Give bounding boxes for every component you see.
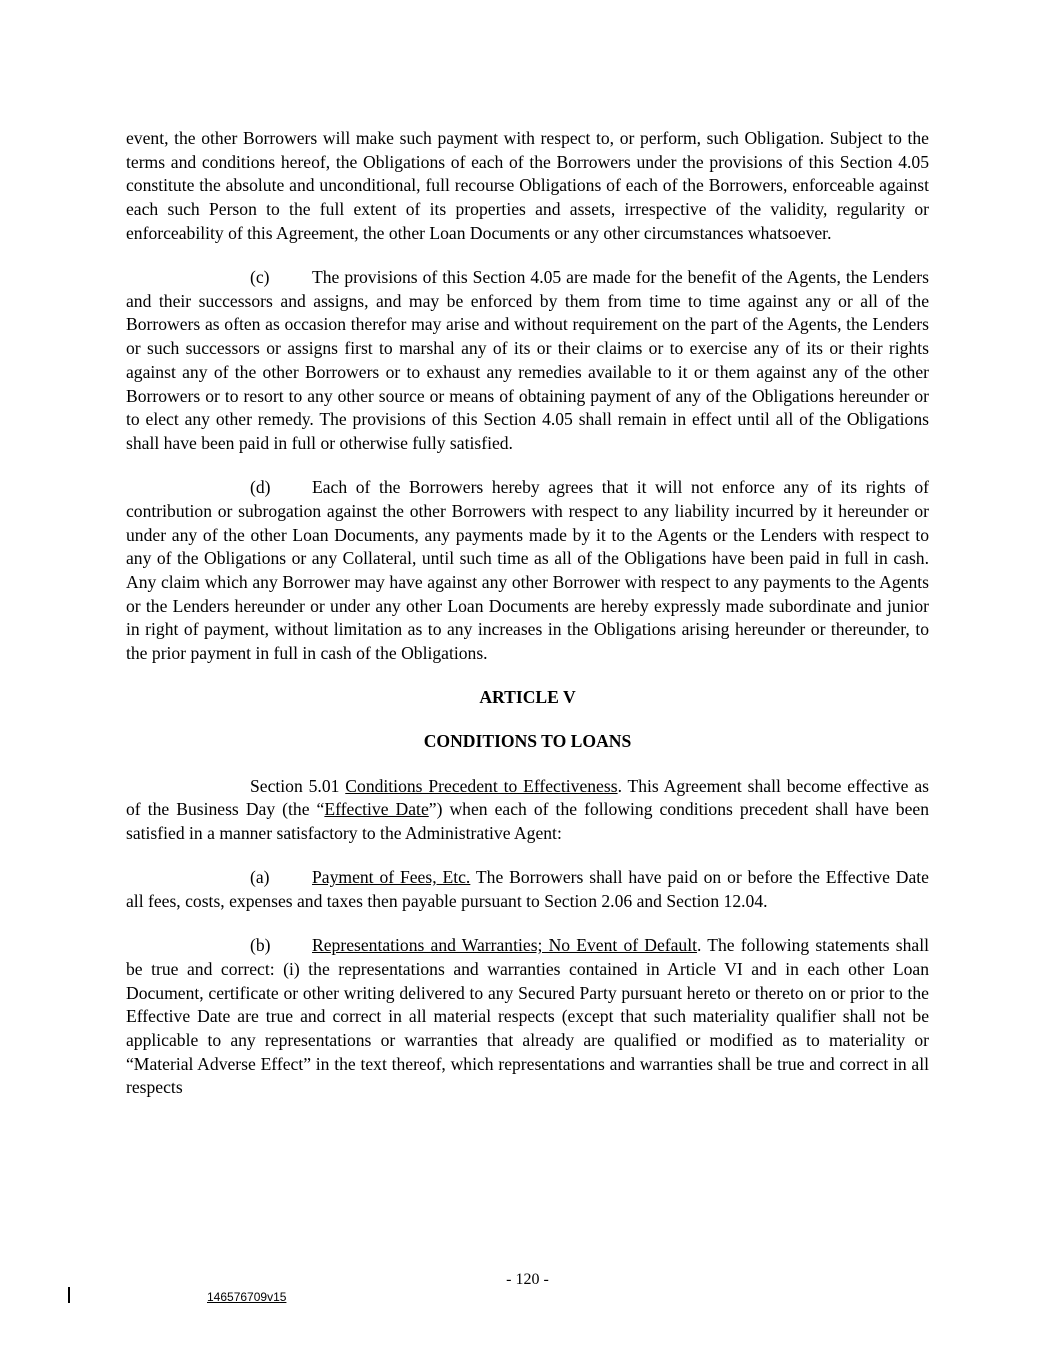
paragraph-d	[126, 476, 929, 666]
paragraph-d-marker: (d)	[250, 477, 271, 498]
paragraph-a	[126, 866, 929, 913]
document-page	[126, 127, 929, 1100]
paragraph-b	[126, 934, 929, 1100]
section-text-1: . This Agreement shall become effective as of the Business Day (the “	[126, 775, 929, 820]
article-heading: ARTICLE V	[479, 687, 576, 708]
paragraph-b-title: Representations and Warranties; No Event of Default	[312, 935, 698, 956]
article-title: CONDITIONS TO LOANS	[423, 731, 632, 752]
paragraph-intro: event, the other Borrowers will make such payment with respect to, or perform, such Obligation. Subject to the terms and conditions hereof, the Obligations of each of the Borrowers under the provisions of this Section 4.05 constitute the absolute and unconditional, full recourse Obligations of each of the Borrowers, enforceable against each such Person to the full extent of its properties and assets, irrespective of the validity, regularity or enforceability of this Agreement, the other Loan Documents or any other circumstances whatsoever.	[126, 128, 929, 243]
paragraph-a-marker: (a)	[250, 867, 270, 888]
defined-term-effective-date: Effective Date	[324, 799, 429, 820]
section-5-01	[126, 775, 929, 846]
section-number: Section 5.01	[250, 775, 340, 796]
paragraph-a-title: Payment of Fees, Etc.	[312, 867, 471, 888]
section-text-2: ”) when each of the following conditions precedent shall have been satisfied in a manner satisfactory to the Administrative Agent:	[126, 799, 929, 844]
paragraph-c-marker: (c)	[250, 267, 270, 288]
page-number: - 120 -	[506, 1271, 549, 1288]
paragraph-b-text: . The following statements shall be true and correct: (i) the representations and warranties contained in Article VI and in each other Loan Document, certificate or other writing delivered to any Secured Party pursuant hereto or thereto on or prior to the Effective Date are true and correct in all material respects (except that such materiality qualifier shall not be applicable to any representations or warranties that already are qualified or modified as to materiality or “Material Adverse Effect” in the text thereof, which representations and warranties shall be true and correct in all respects	[126, 935, 929, 1098]
document-id: 146576709v15	[207, 1290, 287, 1304]
revision-bar	[68, 1287, 70, 1303]
section-title: Conditions Precedent to Effectiveness	[345, 775, 618, 796]
paragraph-d-text: Each of the Borrowers hereby agrees that it will not enforce any of its rights of contribution or subrogation against the other Borrowers with respect to any liability incurred by it hereunder or under any of the other Loan Documents, any payments made by it to the Agents or the Lenders with respect to any of the Obligations or any Collateral, until such time as all of the Obligations have been paid in full in cash. Any claim which any Borrower may have against any other Borrower with respect to any payments to the Agents or the Lenders hereunder or under any other Loan Documents are hereby expressly made subordinate and junior in right of payment, without limitation as to any increases in the Obligations arising hereunder or thereunder, to the prior payment in full in cash of the Obligations.	[126, 477, 929, 664]
paragraph-c	[126, 266, 929, 456]
paragraph-a-text: The Borrowers shall have paid on or before the Effective Date all fees, costs, expenses and taxes then payable pursuant to Section 2.06 and Section 12.04.	[126, 867, 929, 911]
paragraph-c-text: The provisions of this Section 4.05 are made for the benefit of the Agents, the Lenders and their successors and assigns, and may be enforced by them from time to time against any or all of the Borrowers as often as occasion therefor may arise and without requirement on the part of the Agents, the Lenders or such successors or assigns first to marshal any of its or their claims or to exercise any of its or their rights against any of the other Borrowers or to exhaust any remedies available to it or them against any of the other Borrowers or to resort to any other source or means of obtaining payment of any of the Obligations hereunder or to elect any other remedy. The provisions of this Section 4.05 shall remain in effect until all of the Obligations shall have been paid in full or otherwise fully satisfied.	[126, 267, 929, 453]
paragraph-b-marker: (b)	[250, 935, 271, 956]
